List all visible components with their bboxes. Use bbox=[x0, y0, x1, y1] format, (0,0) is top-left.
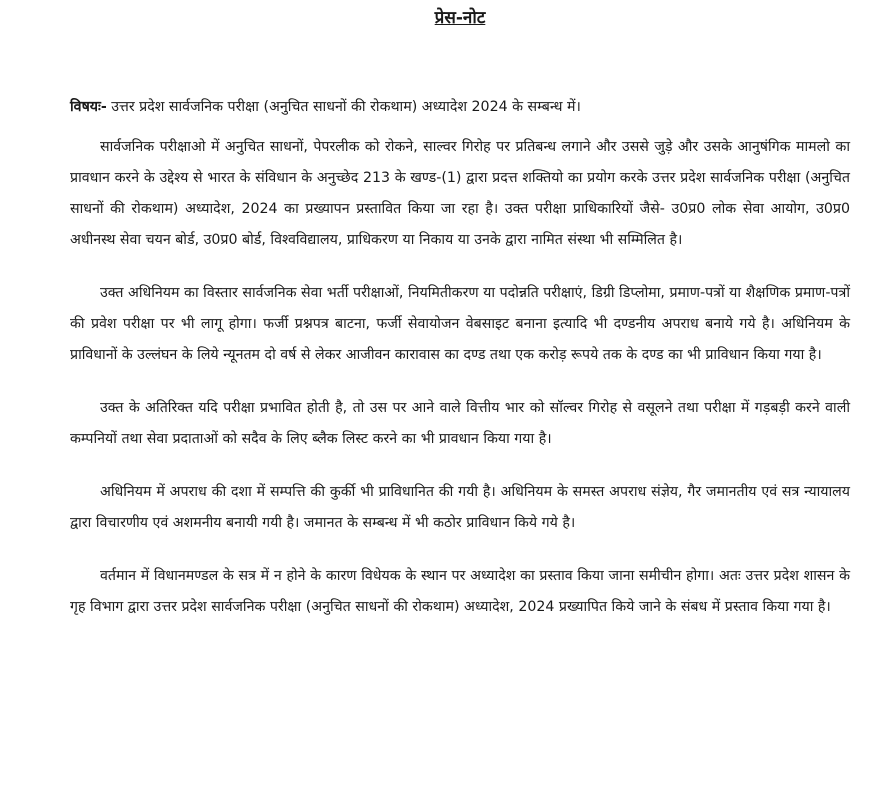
paragraph-4: अधिनियम में अपराध की दशा में सम्पत्ति की कुर्की भी प्राविधानित की गयी है। अधिनियम के समस्त अपराध संज्ञेय, गैर जमानतीय एवं सत्र न्यायालय द्वारा विचारणीय एवं अशमनीय बनायी गयी है। जमानत के सम्बन्ध में भी कठोर प्राविधान किये गये है। bbox=[70, 484, 850, 531]
paragraph-5: वर्तमान में विधानमण्डल के सत्र में न होने के कारण विधेयक के स्थान पर अध्यादेश का प्रस्ताव किया जाना समीचीन होगा। अतः उत्तर प्रदेश शासन के गृह विभाग द्वारा उत्तर प्रदेश सार्वजनिक परीक्षा (अनुचित साधनों की रोकथाम) अध्यादेश, 2024 प्रख्यापित किये जाने के संबध में प्रस्ताव किया गया है। bbox=[70, 568, 850, 615]
document-title: प्रेस-नोट bbox=[434, 8, 486, 28]
paragraph-2: उक्त अधिनियम का विस्तार सार्वजनिक सेवा भर्ती परीक्षाओं, नियमितीकरण या पदोन्नति परीक्षाएं, डिग्री डिप्लोमा, प्रमाण-पत्रों या शैक्षणिक प्रमाण-पत्रों की प्रवेश परीक्षा पर भी लागू होगा। फर्जी प्रश्नपत्र बाटना, फर्जी सेवायोजन वेबसाइट बनाना इत्यादि भी दण्डनीय अपराध बनाये गये है। अधिनियम के प्राविधानों के उल्लंघन के लिये न्यूनतम दो वर्ष से लेकर आजीवन कारावास का दण्ड तथा एक करोड़ रूपये तक के दण्ड का भी प्राविधान किया गया है। bbox=[70, 285, 850, 363]
subject-text: उत्तर प्रदेश सार्वजनिक परीक्षा (अनुचित साधनों की रोकथाम) अध्यादेश 2024 के सम्बन्ध में। bbox=[106, 99, 581, 115]
subject-line bbox=[70, 96, 850, 118]
paragraph-1: सार्वजनिक परीक्षाओ में अनुचित साधनों, पेपरलीक को रोकने, साल्वर गिरोह पर प्रतिबन्ध लगाने और उससे जुड़े और उसके आनुषंगिक मामलो का प्रावधान करने के उद्देश्य से भारत के संविधान के अनुच्छेद 213 के खण्ड-(1) द्वारा प्रदत्त शक्तियो का प्रयोग करके उत्तर प्रदेश सार्वजनिक परीक्षा (अनुचित साधनों की रोकथाम) अध्यादेश, 2024 का प्रख्यापन प्रस्तावित किया जा रहा है। उक्त परीक्षा प्राधिकारियों जैसे- उ0प्र0 लोक सेवा आयोग, उ0प्र0 अधीनस्थ सेवा चयन बोर्ड, उ0प्र0 बोर्ड, विश्वविद्यालय, प्राधिकरण या निकाय या उनके द्वारा नामित संस्था भी सम्मिलित है। bbox=[70, 139, 850, 248]
paragraph-3: उक्त के अतिरिक्त यदि परीक्षा प्रभावित होती है, तो उस पर आने वाले वित्तीय भार को सॉल्वर गिरोह से वसूलने तथा परीक्षा में गड़बड़ी करने वाली कम्पनियों तथा सेवा प्रदाताओं को सदैव के लिए ब्लैक लिस्ट करने का भी प्रावधान किया गया है। bbox=[70, 400, 850, 447]
subject-label: विषयः- bbox=[70, 99, 107, 115]
